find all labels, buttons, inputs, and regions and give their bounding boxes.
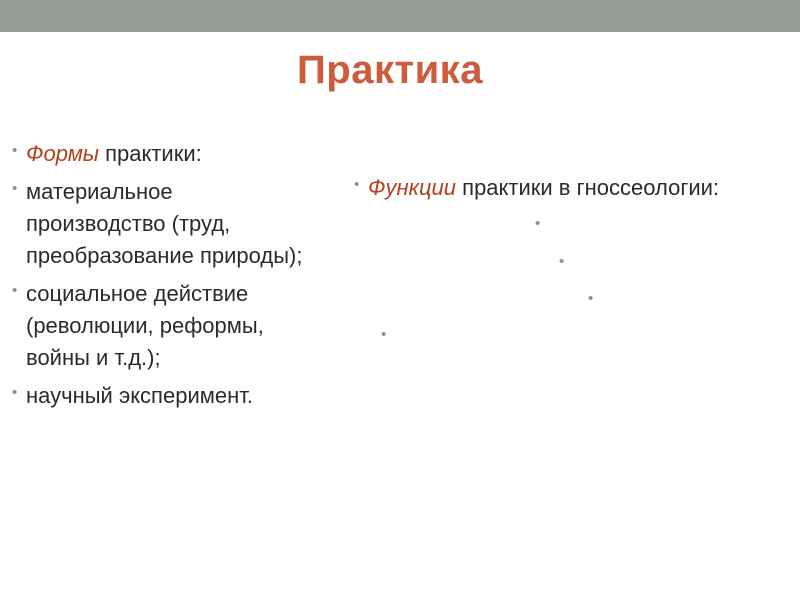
- empty-bullet-1: •: [535, 215, 541, 232]
- functions-emphasis: Функции: [368, 175, 457, 200]
- empty-bullet-4: •: [381, 326, 387, 343]
- forms-list: [10, 138, 310, 418]
- social-text: социальное действие (революции, реформы, войны и т.д.);: [26, 281, 264, 370]
- empty-bullet-3: •: [588, 290, 594, 307]
- list-item-material: [10, 176, 310, 272]
- experiment-text: научный эксперимент.: [26, 383, 253, 408]
- forms-heading-text: практики:: [98, 141, 202, 166]
- forms-emphasis: Формы: [26, 141, 99, 166]
- material-text: материальное производство (труд, преобразование природы);: [26, 179, 303, 268]
- functions-list: [352, 172, 800, 372]
- empty-bullet-2: •: [559, 253, 565, 270]
- slide-title: Практика: [297, 48, 483, 92]
- list-item-functions-heading: [352, 172, 800, 204]
- list-item-forms-heading: [10, 138, 310, 170]
- list-item-social: [10, 278, 310, 374]
- functions-heading-text: практики в гноссеологии:: [456, 175, 720, 200]
- top-bar: [0, 0, 800, 32]
- list-item-experiment: [10, 380, 310, 412]
